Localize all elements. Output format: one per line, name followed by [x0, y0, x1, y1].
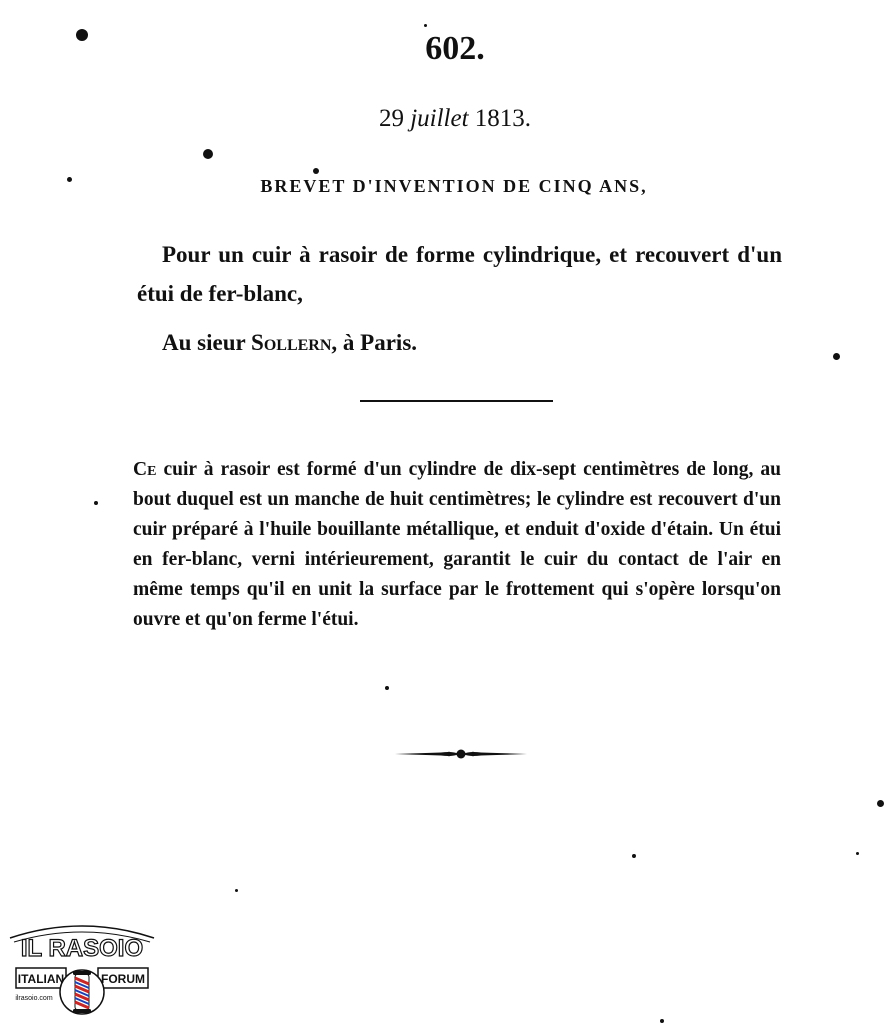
watermark-right-label: FORUM	[101, 972, 145, 986]
date-line	[0, 105, 890, 133]
date-month: juillet	[410, 105, 469, 132]
watermark-left-label: ITALIAN	[17, 972, 65, 986]
patentee-name: Sollern	[251, 330, 332, 355]
scan-speck	[856, 852, 859, 855]
patentee-line	[162, 330, 417, 356]
scan-speck	[660, 1019, 664, 1023]
patent-heading: BREVET D'INVENTION DE CINQ ANS,	[260, 176, 648, 196]
watermark-title: IL RASOIO	[20, 935, 144, 962]
scan-speck	[203, 149, 213, 159]
watermark-url: ilrasoio.com	[15, 995, 53, 1002]
scan-speck	[235, 889, 238, 892]
date-year: 1813.	[474, 105, 532, 132]
watermark-logo	[6, 916, 158, 1018]
scan-speck	[833, 353, 840, 360]
body-first-word: Ce	[133, 459, 157, 480]
date-day: 29	[378, 105, 404, 132]
scan-speck	[385, 686, 389, 690]
scan-speck	[94, 501, 98, 505]
body-paragraph	[133, 455, 781, 635]
scan-speck	[76, 29, 88, 41]
patentee-prefix: Au sieur	[162, 330, 246, 355]
patentee-suffix: , à Paris.	[331, 330, 418, 355]
section-rule	[360, 400, 553, 402]
page-number: 602.	[425, 30, 485, 67]
scan-speck	[313, 168, 319, 174]
ornament-divider-icon	[393, 743, 529, 765]
scan-speck	[877, 800, 884, 807]
scan-speck	[632, 854, 636, 858]
patent-subject: Pour un cuir à rasoir de forme cylindrique, et recouvert d'un étui de fer-blanc,	[137, 242, 782, 306]
body-text: cuir à rasoir est formé d'un cylindre de dix-sept centimètres de long, au bout duquel est un manche de huit centimètres; le cylindre est recouvert d'un cuir préparé à l'huile bouillante métallique, et enduit d'oxide d'étain. Un étui en fer-blanc, verni intérieurement, garantit le cuir du contact de l'air en même temps qu'il en unit la surface par le frottement qui s'opère lorsqu'on ouvre et qu'on ferme l'étui.	[133, 459, 781, 630]
scan-speck	[67, 177, 72, 182]
barber-pole-icon	[73, 971, 91, 1013]
end-ornament	[393, 743, 529, 765]
scan-speck	[424, 24, 427, 27]
